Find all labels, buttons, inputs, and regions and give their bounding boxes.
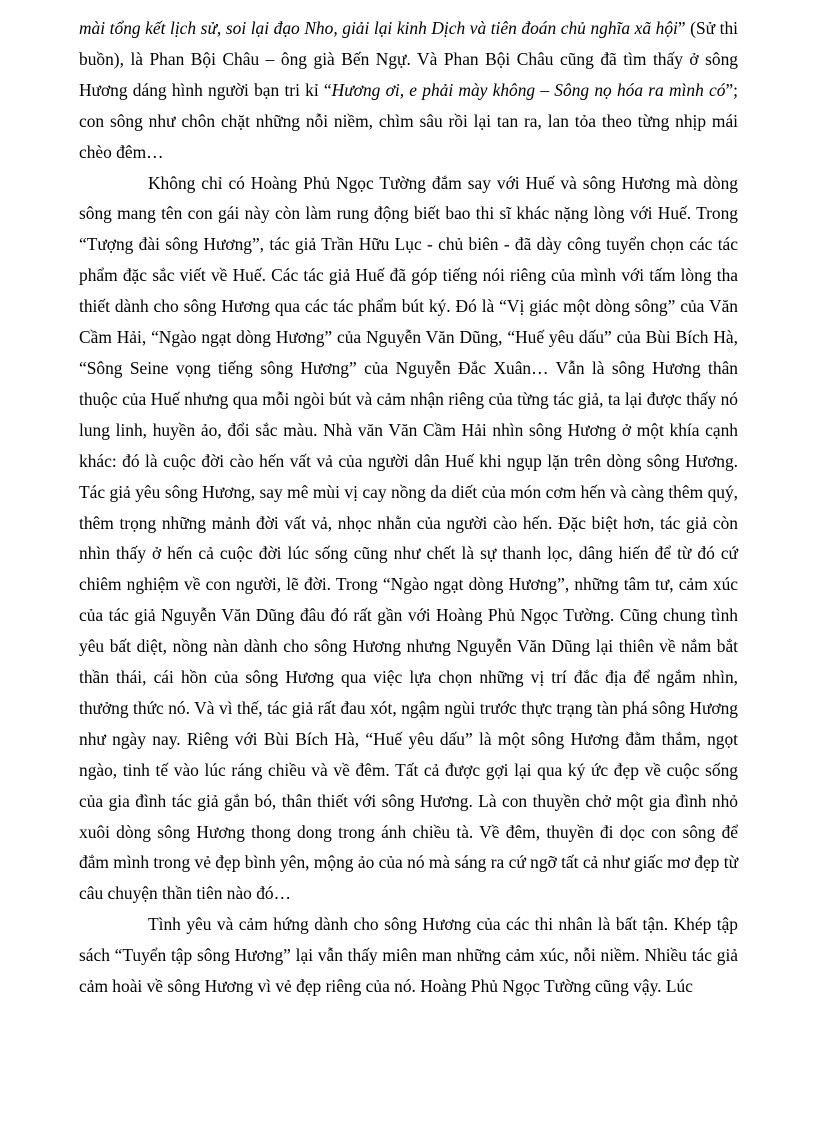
italic-quote: Hương ơi, e phải mày không – Sông nọ hóa ra mình có <box>331 79 726 100</box>
italic-quote: mài tổng kết lịch sử, soi lại đạo Nho, giải lại kinh Dịch và tiên đoán chủ nghĩa xã hội <box>79 18 678 38</box>
body-text <box>79 13 738 1002</box>
text-run: ”; con sông như chôn chặt những nỗi niềm, chìm sâu rồi lại tan ra, lan tỏa theo từng nhịp mái chèo đêm… <box>79 79 738 162</box>
paragraph-2: Không chỉ có Hoàng Phủ Ngọc Tường đắm say với Huế và sông Hương mà dòng sông mang tên con gái này còn làm rung động biết bao thi sĩ khác nặng lòng với Huế. Trong “Tượng đài sông Hương”, tác giả Trần Hữu Lục - chủ biên - đã dày công tuyển chọn các tác phẩm đặc sắc viết về Huế. Các tác giả Huế đã góp tiếng nói riêng của mình với tấm lòng tha thiết dành cho sông Hương qua các tác phẩm bút ký. Đó là “Vị giác một dòng sông” của Văn Cầm Hải, “Ngào ngạt dòng Hương” của Nguyễn Văn Dũng, “Huế yêu dấu” của Bùi Bích Hà, “Sông Seine vọng tiếng sông Hương” của Nguyễn Đắc Xuân… Vẫn là sông Hương thân thuộc của Huế nhưng qua mỗi ngòi bút và cảm nhận riêng của từng tác giả, ta lại được thấy nó lung linh, huyền ảo, đổi sắc màu. Nhà văn Văn Cầm Hải nhìn sông Hương ở một khía cạnh khác: đó là cuộc đời cào hến vất vả của người dân Huế khi ngụp lặn trên dòng sông Hương. Tác giả yêu sông Hương, say mê mùi vị cay nồng da diết của món cơm hến và càng thêm quý, thêm trọng những mảnh đời vất vả, nhọc nhằn của người cào hến. Đặc biệt hơn, tác giả còn nhìn thấy ở hến cả cuộc đời lúc sống cũng như chết là sự thanh lọc, dâng hiến để từ đó cứ chiêm nghiệm về con người, lẽ đời. Trong “Ngào ngạt dòng Hương”, những tâm tư, cảm xúc của tác giả Nguyễn Văn Dũng đâu đó rất gần với Hoàng Phủ Ngọc Tường. Cũng chung tình yêu bất diệt, nồng nàn dành cho sông Hương nhưng Nguyễn Văn Dũng lại thiên về nắm bắt thần thái, cái hồn của sông Hương qua việc lựa chọn những vị trí đắc địa để ngắm nhìn, thưởng thức nó. Và vì thế, tác giả rất đau xót, ngậm ngùi trước thực trạng tàn phá sông Hương như ngày nay. Riêng với Bùi Bích Hà, “Huế yêu dấu” là một sông Hương đằm thắm, ngọt ngào, tinh tế vào lúc ráng chiều và về đêm. Tất cả được gợi lại qua ký ức đẹp về cuộc sống của gia đình tác giả gắn bó, thân thiết với sông Hương. Là con thuyền chở một gia đình nhỏ xuôi dòng sông Hương thong dong trong ánh chiều tà. Về đêm, thuyền đi dọc con sông để đắm mình trong vẻ đẹp bình yên, mộng ảo của nó mà sáng ra cứ ngỡ tất cả như giấc mơ đẹp từ câu chuyện thần tiên nào đó… <box>79 172 738 904</box>
text-run: ” (Sử thi buồn), là Phan Bội Châu – ông già Bến Ngự. Và Phan Bội Châu cũng đã tìm thấy ở sông Hương dáng hình người bạn tri kỉ “ <box>79 18 738 100</box>
paragraph-3: Tình yêu và cảm hứng dành cho sông Hương của các thi nhân là bất tận. Khép tập sách “Tuyển tập sông Hương” lại vẫn thấy miên man những cảm xúc, nỗi niềm. Nhiều tác giả cảm hoài về sông Hương vì vẻ đẹp riêng của nó. Hoàng Phủ Ngọc Tường cũng vậy. Lúc <box>79 914 738 997</box>
paragraph-1 <box>79 13 738 168</box>
